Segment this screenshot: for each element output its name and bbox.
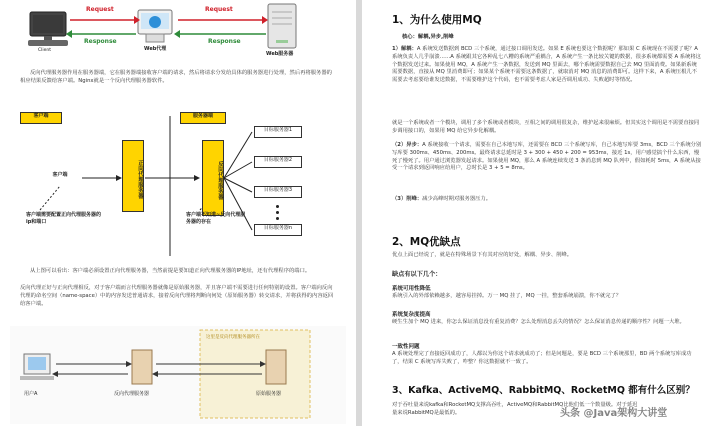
decoupling-label: 1）解耦： [392,46,417,52]
request-label-right: Request [205,6,233,13]
web-server-label: Web服务器 [266,51,294,57]
forward-reverse-proxy-diagram [20,110,336,260]
target-server-2: 目标服务器2 [254,156,302,168]
consistency-heading: 一致性问题 [392,344,420,350]
flow-diagram-svg [10,326,346,424]
request-label-left: Request [86,6,114,13]
consistency-text: A 系统处理完了直接返回成功了，人都以为你这个请求就成功了；但是问题是，要是 BCD 三个系统那里，BD 两个系统写库成功了，结果 C 系统写库失败了，咋整？你这数据就不一致了。 [392,351,692,365]
peak-shaving-text: 减少高峰时期对服务器压力。 [422,196,492,202]
response-label-left: Response [84,38,117,45]
decoupling-text: A 系统发送数据到 BCD 三个系统，通过接口调用发送。如果 E 系统也要这个数据呢？那如果 C 系统现在不需要了呢？A 系统负责人几乎崩溃……A 系统跟其它各种乱七八糟的系统严重耦合，A 系统产生一条比较关键的数据，很多系统都需要 A 系统将这个数据发送过来。如果使用 MQ，A 系统产生一条数据，发送到 MQ 里面去，哪个系统需要数据自己去 MQ 里面消费。如果新系统需要数据，直接从 MQ 里消费即可；如果某个系统不需要这条数据了，就取消对 MQ 消息的消费即可。这样下来，A 系统压根儿不需要去考虑要给谁发送数据，不需要维护这个代码，也不需要考虑人家是否调用成功、失败超时等情况。 [392,46,701,84]
async-paragraph [392,142,702,173]
forward-proxy-note: 客户端需要配置正向代理服务器的ip和端口 [26,212,102,225]
reverse-proxy-note: 客户端不知道~反向代理服务器的存在 [186,212,246,225]
target-server-3: 目标服务器3 [254,186,302,198]
decoupling-paragraph [392,46,702,85]
client-side-box: 客户端 [20,112,62,124]
web-proxy-label: Web代理 [144,46,167,52]
intro-paragraph: 反向代理服务器作用在服务器端，它在服务器端接收客户端的请求，然后将请求分发给具体的服务器进行处理，然后再将服务器的相应结果反馈给客户端。Nginx就是一个反向代理服务器软件。 [20,70,332,84]
user-a-label: 用户A [24,391,38,397]
paragraph-forward-proxy: 从上图可以看出：客户端必须设置正向代理服务器，当然前提是要知道正向代理服务器的IP地址，还有代理程序的端口。 [30,268,311,274]
proxy-server-label: 反向代理服务器 [114,391,150,397]
comparison-text: 对于吞吐量来说kafka和RocketMQ支撑高吞吐，ActiveMQ和RabbitMQ比他们低一个数量级。对于延迟量来说RabbitMQ是最低的。 [392,402,638,416]
top-diagram-svg [0,0,356,68]
left-document-page [0,0,356,426]
web-server-icon [268,4,296,48]
client-node-label: 客户端 [38,172,82,184]
async-text: A 系统接收一个请求，需要在自己本地写库，还需要在 BCD 三个系统写库，自己本地写库要 3ms，BCD 三个系统分别写库要 300ms、450ms、200ms。最终请求总延时是 3 + 300 + 450 + 200 = 953ms，接近 1s，用户感觉搞个什么东西，慢死了慢死了。用户通过浏览器发起请求。如果使用 MQ，那么 A 系统连续发送 3 条消息到 MQ 队列中，假如耗时 5ms，A 系统从接受一个请求到返回响应给用户，总时长是 3 + 5 = 8ms。 [392,142,702,172]
disadvantages-heading: 缺点有以下几个： [392,271,442,278]
target-server-n: 目标服务器n [254,224,302,236]
reverse-proxy-flow-diagram [10,326,346,424]
section-2-title: 2、MQ优缺点 [392,236,461,248]
complexity-heading: 系统复杂度提高 [392,312,431,318]
advantages-text: 优点上面已经说了，就是在特殊场景下有其对应的好处，解耦、异步、削峰。 [392,252,573,258]
response-label-right: Response [208,38,241,45]
section-1-title: 1、为什么使用MQ [392,14,482,26]
async-label: （2）异步： [392,142,423,148]
proxy-area-label: 这里是反向代理服务器所在 [206,335,260,340]
right-document-page [362,0,720,426]
availability-heading: 系统可用性降低 [392,286,431,292]
reverse-proxy-server: 反向代理服务器 [202,140,224,216]
core-label: 核心：解耦,异步,削峰 [402,34,454,40]
origin-server-label: 原始服务器 [256,391,282,397]
client-computer-icon [28,12,68,46]
forward-proxy-server: 正向代理服务器 [122,140,144,212]
top-proxy-diagram [0,0,356,68]
section-3-title: 3、Kafka、ActiveMQ、RabbitMQ、RocketMQ 都有什么区别？ [392,385,695,396]
web-proxy-icon [138,10,172,42]
availability-text: 系统引入的外部依赖越多，越容易挂掉。万一 MQ 挂了，MQ 一挂，整套系统崩溃，你不就完了？ [392,293,622,299]
paragraph-reverse-proxy: 反向代理正好与正向代理相反，对于客户端而言代理服务器就像是原始服务器，并且客户端不需要进行任何特别的设置。客户端向反向代理的命名空间（name-space）中的内容发送普通请求，接着反向代理将判断向何处（原始服务器）转交请求，并将获得的内容返回给客户端。 [20,285,334,307]
peak-shaving-label: （3）削峰： [392,196,423,202]
watermark: 头条 @Java架构大讲堂 [560,408,668,419]
peak-shaving-paragraph [392,196,702,204]
server-side-box: 服务器端 [180,112,226,124]
target-server-1: 目标服务器1 [254,126,302,138]
decoupling-summary: 就是一个系统或者一个模块，调用了多个系统或者模块，互相之间的调用很复杂，维护起来很麻烦。但其实这个调用是不需要直接同步调用接口的，如果用 MQ 给它异步化解耦。 [392,120,700,134]
client-label: Client [38,48,52,53]
complexity-text: 硬生生加个 MQ 进来，你怎么保证消息没有重复消费？怎么处理消息丢失的情况？怎么保证消息传递的顺序性？问题一大堆。 [392,319,685,325]
